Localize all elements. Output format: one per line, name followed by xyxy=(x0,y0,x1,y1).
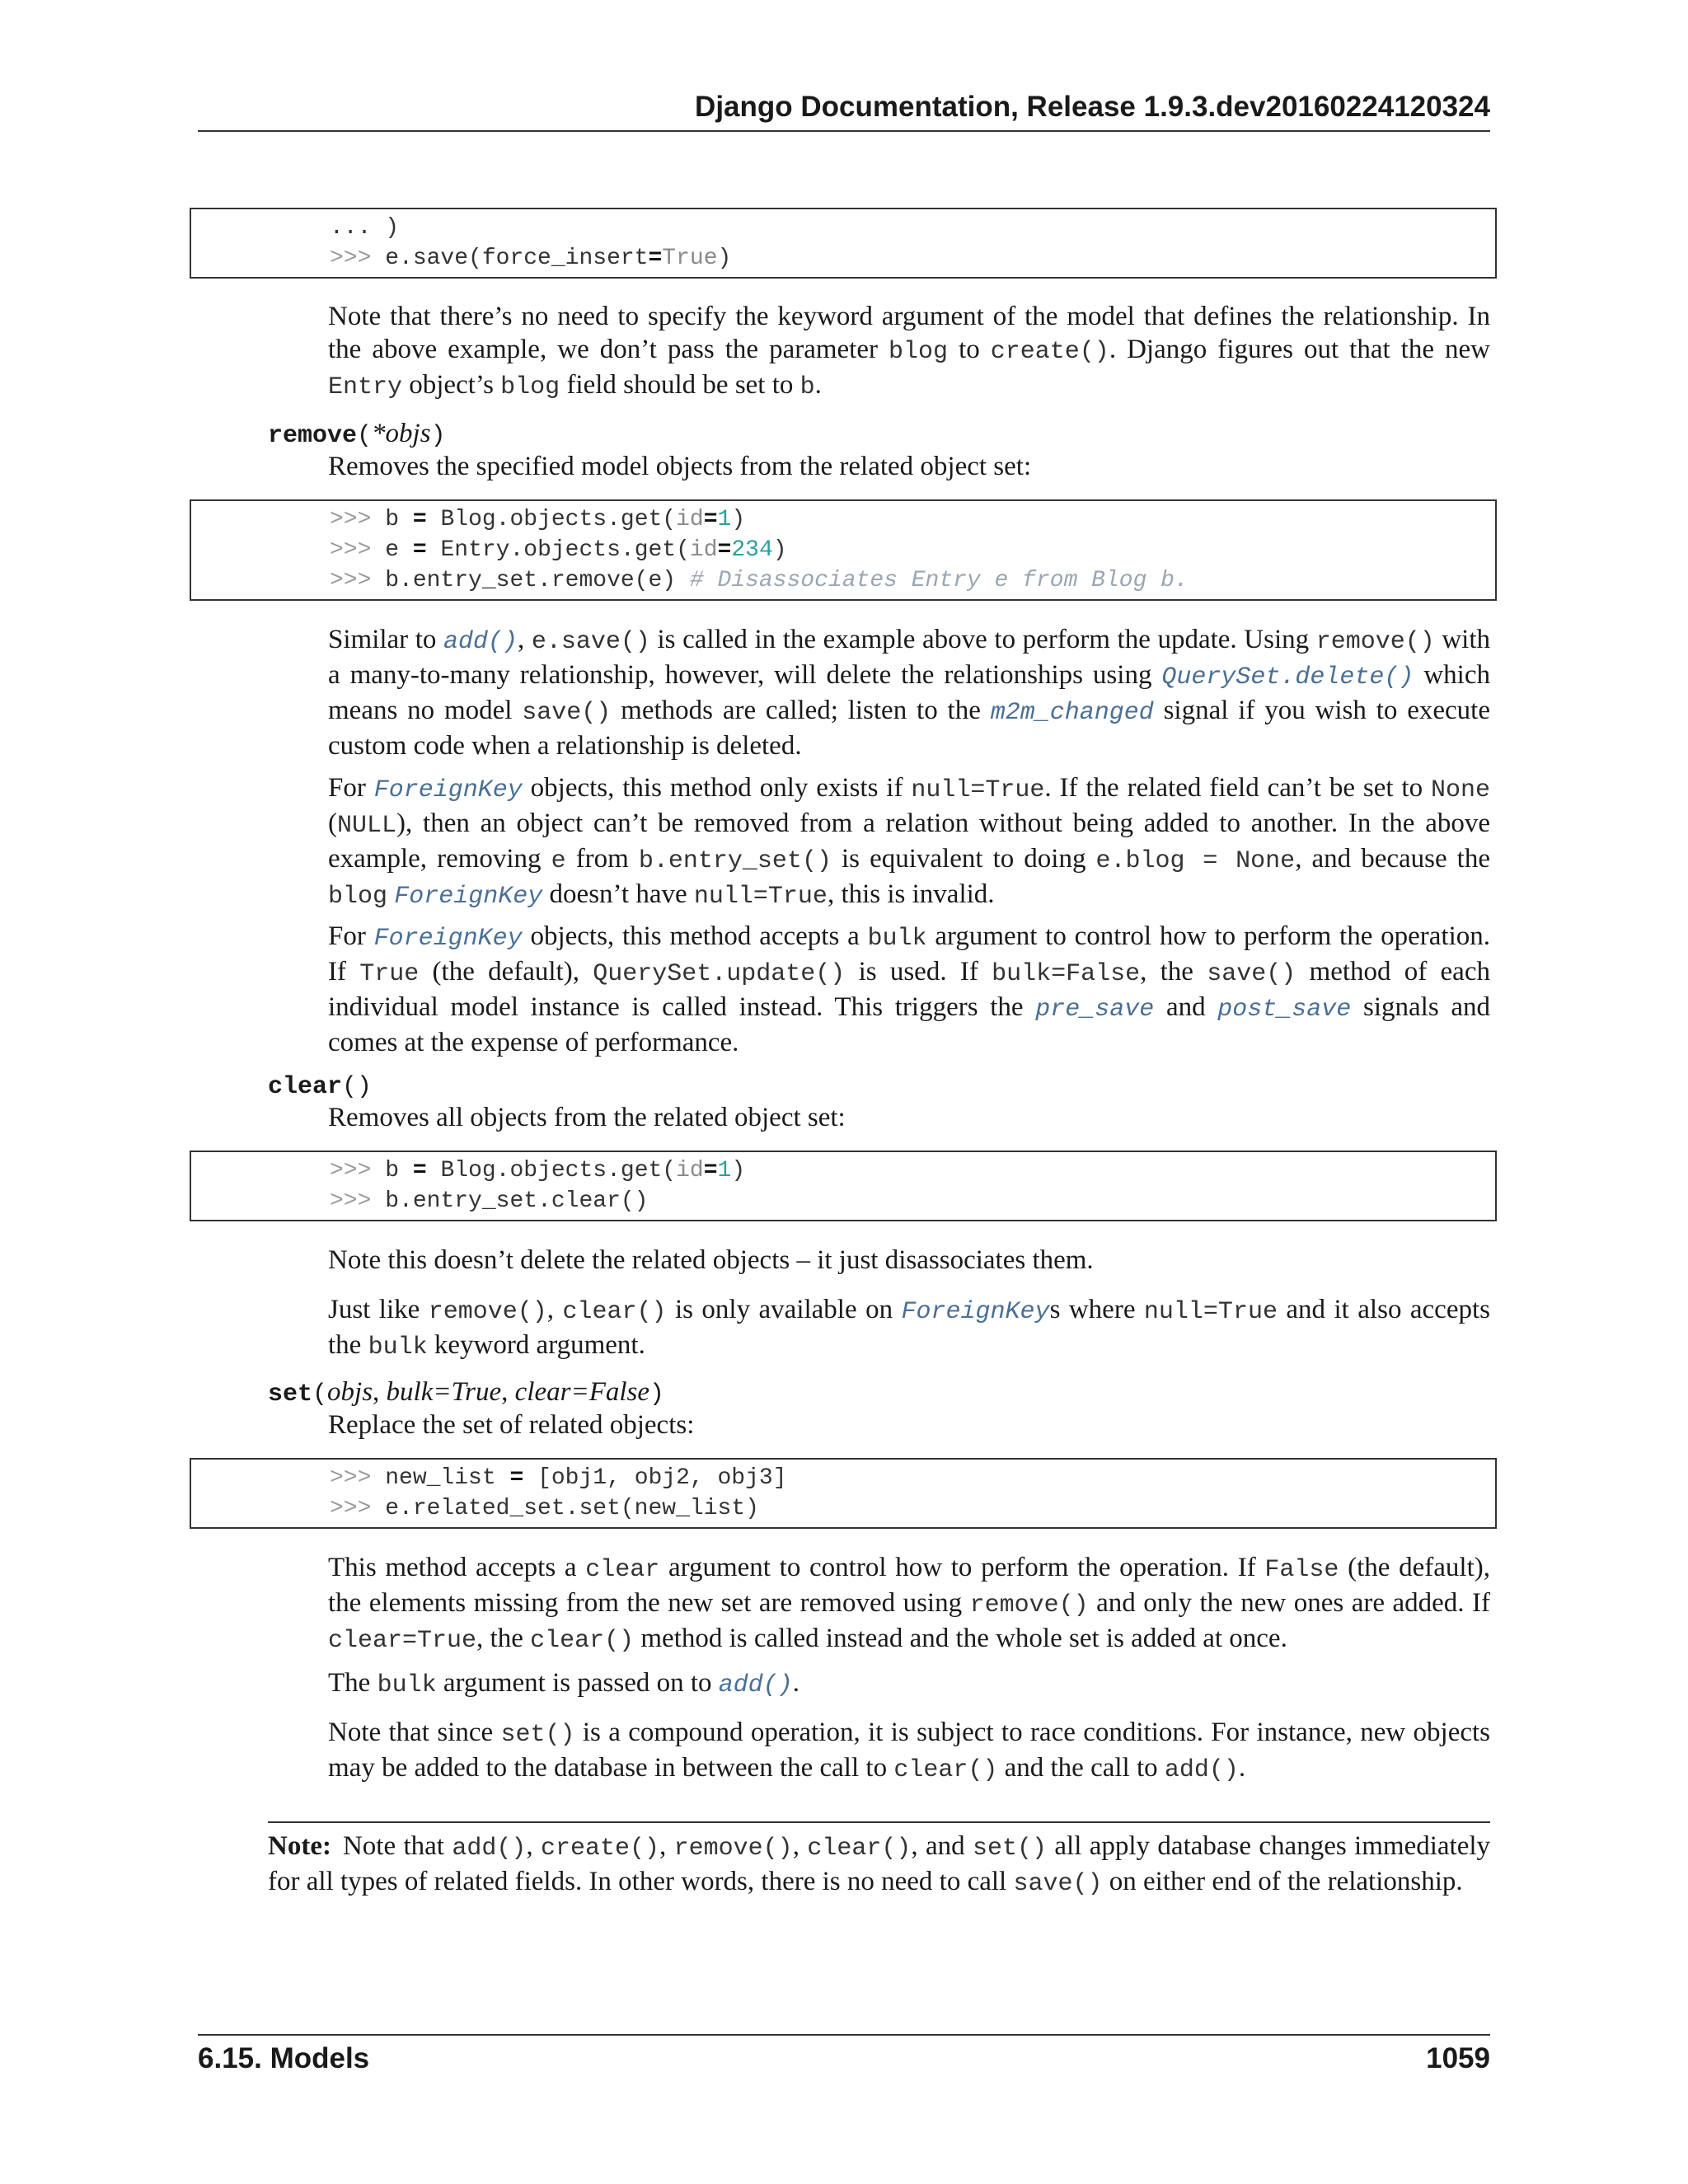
note-admonition: Note: Note that add(), create(), remove(), clear(), and set() all apply database changes immediately for all types of related fields. In other words, there is no need to call save() on either end of the relationship. xyxy=(268,1831,1491,1898)
footer-divider xyxy=(198,2034,1490,2036)
paragraph-bulk-argument: For ForeignKey objects, this method accepts a bulk argument to control how to perform the operation. If True (the default), QuerySet.update() is used. If bulk=False, the save() method of each individual model instance is called instead. This triggers the pre_save and post_save signals and comes at the expense of performance. xyxy=(328,921,1491,1057)
method-signature-clear: clear() xyxy=(268,1073,373,1101)
code-line: >>> b.entry_set.clear() xyxy=(330,1188,649,1214)
link-pre-save[interactable]: pre_save xyxy=(1035,996,1155,1024)
link-foreignkey[interactable]: ForeignKey xyxy=(373,776,523,804)
method-signature-remove: remove(*objs) xyxy=(268,419,446,450)
code-line: >>> e.related_set.set(new_list) xyxy=(330,1496,759,1521)
method-description-remove: Removes the specified model objects from the related object set: xyxy=(328,452,1032,481)
code-line: >>> b = Blog.objects.get(id=1) xyxy=(330,1158,746,1183)
document-title: Django Documentation, Release 1.9.3.dev20160224120324 xyxy=(695,91,1490,123)
code-line: ... ) xyxy=(330,215,400,241)
method-name: remove xyxy=(268,422,358,450)
link-foreignkey[interactable]: ForeignKey xyxy=(373,925,523,953)
link-m2m-changed[interactable]: m2m_changed xyxy=(990,699,1154,727)
paragraph-keyword-argument-note: Note that there’s no need to specify the keyword argument of the model that defines the relationship. In the above example, we don’t pass the parameter blog to create(). Django figures out that the new Entry object’s blog field should be set to b. xyxy=(328,302,1491,401)
code-line: >>> b.entry_set.remove(e) # Disassociates Entry e from Blog b. xyxy=(330,568,1189,593)
paragraph-clear-availability: Just like remove(), clear() is only available on ForeignKeys where null=True and it also accepts the bulk keyword argument. xyxy=(328,1295,1490,1361)
paragraph-set-clear-argument: This method accepts a clear argument to control how to perform the operation. If False (the default), the elements missing from the new set are removed using remove() and only the new ones are added. If clear=True, the clear() method is called instead and the whole set is added at once. xyxy=(328,1553,1491,1655)
method-description-set: Replace the set of related objects: xyxy=(328,1410,695,1440)
link-foreignkey[interactable]: ForeignKey xyxy=(901,1298,1050,1326)
paragraph-clear-note: Note this doesn’t delete the related objects – it just disassociates them. xyxy=(328,1245,1094,1275)
code-line: >>> b = Blog.objects.get(id=1) xyxy=(330,507,746,532)
note-divider xyxy=(268,1821,1490,1823)
note-label: Note: xyxy=(268,1831,331,1861)
paragraph-set-race-conditions: Note that since set() is a compound operation, it is subject to race conditions. For instance, new objects may be added to the database in between the call to clear() and the call to add(). xyxy=(328,1718,1491,1784)
method-description-clear: Removes all objects from the related object set: xyxy=(328,1103,846,1132)
footer-section-title: 6.15. Models xyxy=(198,2042,370,2074)
link-foreignkey[interactable]: ForeignKey xyxy=(394,883,543,911)
code-block-clear-example xyxy=(190,1151,1497,1221)
method-signature-set: set(objs, bulk=True, clear=False) xyxy=(268,1377,665,1408)
method-name: set xyxy=(268,1380,313,1408)
paragraph-remove-behaviour: Similar to add(), e.save() is called in the example above to perform the update. Using remove() with a many-to-many relationship, however, will delete the relationships using QuerySet.delete() which means no model save() methods are called; listen to the m2m_changed signal if you wish to execute custom code when a relationship is deleted. xyxy=(328,625,1490,761)
paragraph-set-bulk-argument: The bulk argument is passed on to add(). xyxy=(328,1668,800,1699)
code-block-remove-example xyxy=(190,499,1497,601)
paragraph-foreignkey-null: For ForeignKey objects, this method only exists if null=True. If the related field can’t be set to None (NULL), then an object can’t be removed from a relation without being added to another. In the above example, removing e from b.entry_set() is equivalent to doing e.blog = None, and because the blog ForeignKey doesn’t have null=True, this is invalid. xyxy=(328,773,1490,911)
method-name: clear xyxy=(268,1073,343,1101)
link-queryset-delete[interactable]: QuerySet.delete() xyxy=(1161,663,1414,691)
code-block-set-example xyxy=(190,1458,1497,1529)
code-line: >>> e = Entry.objects.get(id=234) xyxy=(330,537,787,563)
link-post-save[interactable]: post_save xyxy=(1217,996,1352,1024)
link-add[interactable]: add() xyxy=(718,1671,793,1699)
code-line: >>> e.save(force_insert=True) xyxy=(330,246,732,271)
link-add[interactable]: add() xyxy=(443,628,518,656)
code-block-create-example xyxy=(190,208,1497,279)
page-header xyxy=(198,87,1490,132)
footer-page-number: 1059 xyxy=(1426,2042,1490,2074)
code-line: >>> new_list = [obj1, obj2, obj3] xyxy=(330,1465,787,1491)
